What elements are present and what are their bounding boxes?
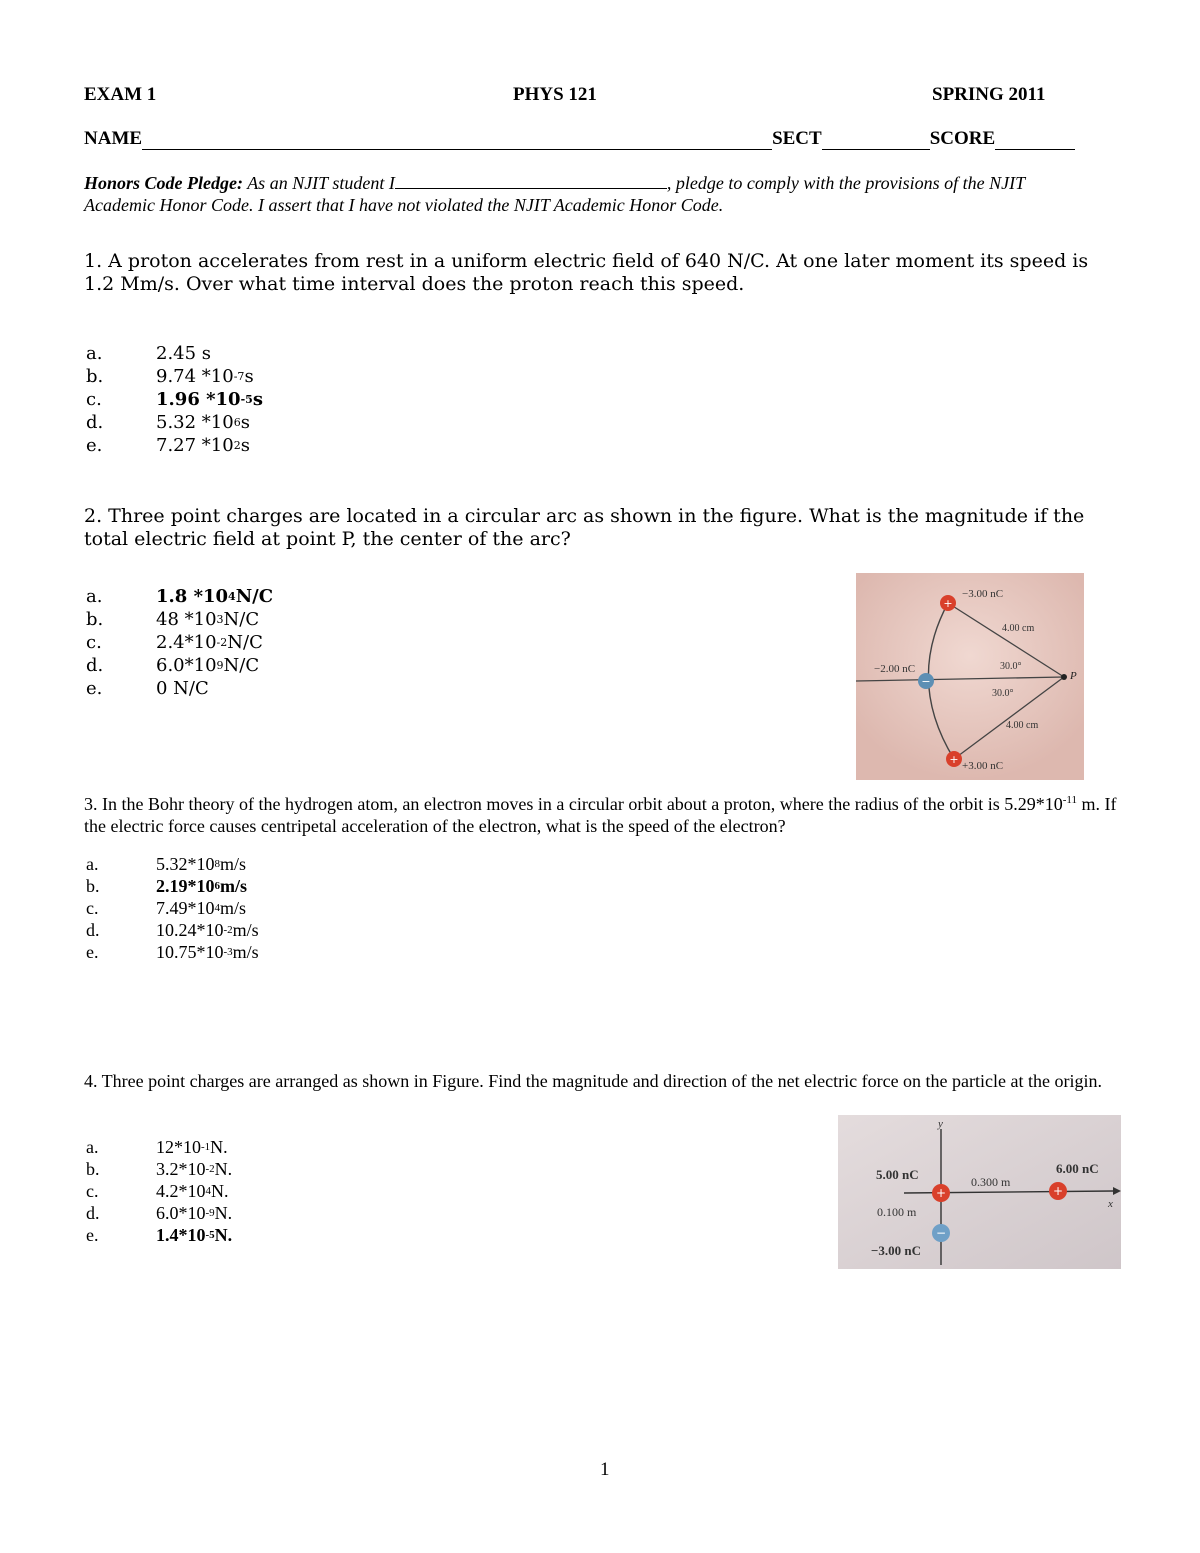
svg-text:−: − xyxy=(921,675,931,688)
svg-text:+: + xyxy=(1052,1184,1064,1198)
pledge-line2: Academic Honor Code. I assert that I have not violated the NJIT Academic Honor Code. xyxy=(84,195,724,215)
option-unit: N. xyxy=(214,1203,233,1223)
option-exponent: -5 xyxy=(205,1229,215,1241)
q4-label-origin: 5.00 nC xyxy=(876,1167,919,1182)
option-letter: e. xyxy=(86,678,103,699)
question-3-text-after: m. If the electric force causes centripetal acceleration of the electron, what is the speed of the electron? xyxy=(84,794,1117,836)
pledge-label: Honors Code Pledge: xyxy=(84,173,243,193)
name-label: NAME xyxy=(84,128,143,149)
option-value: 2.45 s xyxy=(156,343,212,364)
option-exponent: 6 xyxy=(214,880,220,892)
option-unit: N/C xyxy=(223,609,260,630)
q3-option-d[interactable] xyxy=(86,919,259,941)
q4-option-b[interactable] xyxy=(86,1158,232,1180)
option-unit: N. xyxy=(214,1159,233,1179)
page-number: 1 xyxy=(600,1459,610,1480)
option-value: 2.19*10 xyxy=(156,876,215,896)
option-letter: c. xyxy=(86,898,99,918)
name-line xyxy=(84,128,1084,150)
sect-blank[interactable] xyxy=(822,133,930,150)
name-blank[interactable] xyxy=(142,133,772,150)
option-letter: b. xyxy=(86,876,100,896)
option-unit: s xyxy=(244,366,254,387)
q2-option-d[interactable] xyxy=(86,654,273,677)
exam-title: EXAM 1 xyxy=(84,84,157,105)
q4-figure-photo xyxy=(838,1115,1121,1269)
option-value: 10.75*10 xyxy=(156,942,224,962)
option-value: 6.0*10 xyxy=(156,1203,206,1223)
option-unit: N/C xyxy=(223,655,260,676)
q3-option-b[interactable] xyxy=(86,875,259,897)
q1-option-d[interactable] xyxy=(86,411,263,434)
q2-option-c[interactable] xyxy=(86,631,273,654)
q4-figure-diagram xyxy=(838,1115,1121,1269)
option-value: 6.0*10 xyxy=(156,655,217,676)
option-unit: m/s xyxy=(232,920,259,940)
question-4: 4. Three point charges are arranged as shown in Figure. Find the magnitude and direction of the net electric force on the particle at the origin. xyxy=(84,1071,1102,1091)
option-exponent: -2 xyxy=(205,1163,215,1175)
q2-dist-bottom: 4.00 cm xyxy=(1006,720,1039,731)
option-exponent: 4 xyxy=(214,902,220,914)
q4-option-e[interactable] xyxy=(86,1224,232,1246)
option-value: 1.8 *10 xyxy=(156,586,229,607)
option-exponent: 9 xyxy=(216,659,224,672)
q4-dist-x: 0.300 m xyxy=(971,1175,1011,1189)
option-value: 0 N/C xyxy=(156,678,209,699)
option-letter: b. xyxy=(86,1159,100,1179)
q1-option-c[interactable] xyxy=(86,388,263,411)
option-exponent: 4 xyxy=(228,590,236,603)
option-unit: m/s xyxy=(220,854,247,874)
q2-label-left: −2.00 nC xyxy=(874,663,916,675)
option-exponent: -1 xyxy=(201,1141,211,1153)
option-exponent: -3 xyxy=(223,946,233,958)
score-blank[interactable] xyxy=(995,133,1075,150)
svg-text:+: + xyxy=(949,753,959,766)
option-unit: s xyxy=(240,435,250,456)
q1-option-b[interactable] xyxy=(86,365,263,388)
q2-option-b[interactable] xyxy=(86,608,273,631)
option-letter: a. xyxy=(86,854,99,874)
svg-text:+: + xyxy=(935,1186,947,1200)
option-unit: N. xyxy=(214,1225,233,1245)
option-unit: s xyxy=(252,389,263,410)
option-exponent: -7 xyxy=(233,370,245,383)
option-letter: c. xyxy=(86,1181,99,1201)
option-exponent: 8 xyxy=(214,858,220,870)
q4-option-c[interactable] xyxy=(86,1180,232,1202)
option-unit: N/C xyxy=(227,632,263,653)
option-letter: e. xyxy=(86,942,99,962)
option-letter: c. xyxy=(86,389,102,410)
option-value: 7.27 *10 xyxy=(156,435,234,456)
q2-point-label: P xyxy=(1070,670,1077,682)
option-exponent: -2 xyxy=(223,924,233,936)
option-letter: a. xyxy=(86,343,103,364)
q2-figure-diagram xyxy=(856,573,1084,780)
point-p-dot xyxy=(1061,674,1067,680)
q1-option-e[interactable] xyxy=(86,434,263,457)
option-letter: b. xyxy=(86,609,104,630)
pledge-signature-blank[interactable] xyxy=(395,174,667,189)
q2-figure-photo xyxy=(856,573,1084,780)
option-exponent: 6 xyxy=(233,416,241,429)
question-3-options xyxy=(86,853,259,963)
q4-axis-y: y xyxy=(938,1118,943,1130)
option-letter: d. xyxy=(86,920,100,940)
q2-dist-top: 4.00 cm xyxy=(1002,623,1035,634)
option-letter: d. xyxy=(86,1203,100,1223)
question-1-options xyxy=(86,342,263,457)
option-exponent: -2 xyxy=(216,636,228,649)
question-2-options xyxy=(86,585,273,700)
option-value: 2.4*10 xyxy=(156,632,217,653)
option-value: 5.32 *10 xyxy=(156,412,234,433)
q4-label-below: −3.00 nC xyxy=(871,1243,922,1258)
pledge-text-after: , pledge to comply with the provisions of the NJIT xyxy=(666,173,1026,193)
q1-option-a[interactable] xyxy=(86,342,263,365)
q3-option-e[interactable] xyxy=(86,941,259,963)
option-exponent: -5 xyxy=(240,393,253,406)
question-2: 2. Three point charges are located in a circular arc as shown in the figure. What is the magnitude if the total electric field at point P, the center of the arc? xyxy=(84,505,1085,550)
q4-option-a[interactable] xyxy=(86,1136,232,1158)
sect-label: SECT xyxy=(772,128,822,149)
q2-angle-top: 30.0° xyxy=(1000,661,1022,672)
option-exponent: 3 xyxy=(216,613,224,626)
q2-label-bottom: +3.00 nC xyxy=(962,760,1004,772)
option-letter: d. xyxy=(86,655,104,676)
option-unit: m/s xyxy=(220,876,247,896)
question-1: 1. A proton accelerates from rest in a uniform electric field of 640 N/C. At one later moment its speed is 1.2 Mm/s. Over what time interval does the proton reach this speed. xyxy=(84,250,1089,295)
option-unit: N. xyxy=(211,1181,229,1201)
q2-angle-bottom: 30.0° xyxy=(992,688,1014,699)
option-letter: a. xyxy=(86,586,103,607)
option-letter: b. xyxy=(86,366,104,387)
q2-label-top: −3.00 nC xyxy=(962,588,1004,600)
question-3-text: 3. In the Bohr theory of the hydrogen atom, an electron moves in a circular orbit about a proton, where the radius of the orbit is 5.29*10 xyxy=(84,794,1063,814)
option-unit: m/s xyxy=(232,942,259,962)
question-4-options xyxy=(86,1136,232,1246)
q3-option-a[interactable] xyxy=(86,853,259,875)
q3-option-c[interactable] xyxy=(86,897,259,919)
q4-label-right: 6.00 nC xyxy=(1056,1161,1099,1176)
question-3-exponent: -11 xyxy=(1062,794,1077,806)
option-value: 4.2*10 xyxy=(156,1181,206,1201)
option-value: 7.49*10 xyxy=(156,898,215,918)
option-value: 3.2*10 xyxy=(156,1159,206,1179)
option-exponent: 4 xyxy=(205,1185,211,1197)
course-code: PHYS 121 xyxy=(513,84,597,105)
option-value: 10.24*10 xyxy=(156,920,224,940)
option-unit: N. xyxy=(210,1137,228,1157)
option-unit: N/C xyxy=(235,586,274,607)
pledge-text-before: As an NJIT student I xyxy=(247,173,395,193)
option-value: 9.74 *10 xyxy=(156,366,234,387)
q2-option-e[interactable] xyxy=(86,677,273,700)
option-value: 1.4*10 xyxy=(156,1225,206,1245)
option-value: 12*10 xyxy=(156,1137,201,1157)
question-3 xyxy=(84,789,1134,837)
q2-option-a[interactable] xyxy=(86,585,273,608)
honor-pledge xyxy=(84,172,1124,216)
option-value: 5.32*10 xyxy=(156,854,215,874)
svg-text:−: − xyxy=(935,1226,947,1240)
q4-axis-x: x xyxy=(1108,1198,1113,1210)
option-letter: a. xyxy=(86,1137,99,1157)
q4-option-d[interactable] xyxy=(86,1202,232,1224)
option-unit: s xyxy=(240,412,250,433)
option-letter: c. xyxy=(86,632,102,653)
option-exponent: -9 xyxy=(205,1207,215,1219)
option-letter: e. xyxy=(86,435,103,456)
option-unit: m/s xyxy=(220,898,247,918)
svg-text:+: + xyxy=(943,597,953,610)
q4-dist-y: 0.100 m xyxy=(877,1205,917,1219)
option-value: 48 *10 xyxy=(156,609,217,630)
option-value: 1.96 *10 xyxy=(156,389,241,410)
term: SPRING 2011 xyxy=(932,84,1046,105)
option-letter: d. xyxy=(86,412,104,433)
option-exponent: 2 xyxy=(233,439,241,452)
option-letter: e. xyxy=(86,1225,99,1245)
score-label: SCORE xyxy=(929,128,996,149)
